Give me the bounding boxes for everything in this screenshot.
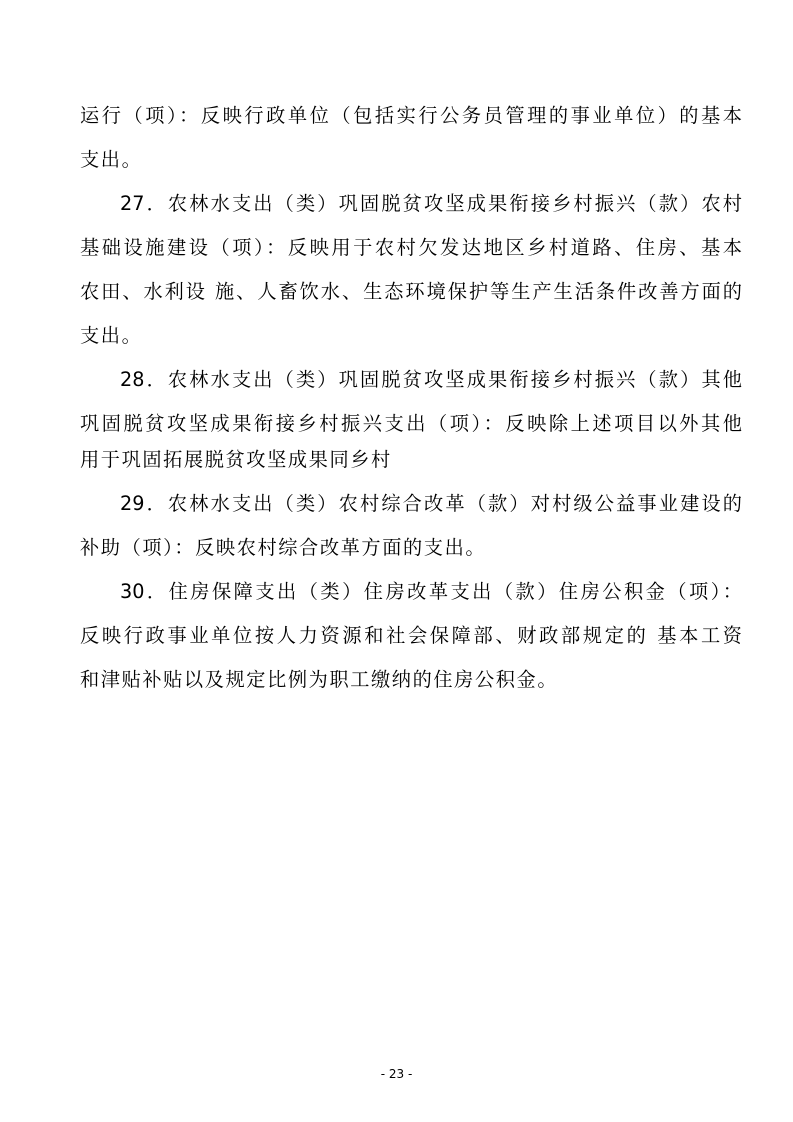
paragraph-line: 29．农林水支出（类）农村综合改革（款）对村级公益事业建设的 [120,492,742,515]
paragraph-line: 反映行政事业单位按人力资源和社会保障部、财政部规定的 基本工资 [80,624,742,647]
paragraph-line: 27．农林水支出（类）巩固脱贫攻坚成果衔接乡村振兴（款）农村 [120,192,742,215]
paragraph-line: 巩固脱贫攻坚成果衔接乡村振兴支出（项）：反映除上述项目以外其他 [80,412,742,435]
paragraph-line: 和津贴补贴以及规定比例为职工缴纳的住房公积金。 [80,668,559,691]
page-number: - 23 - [380,1067,413,1081]
paragraph-line: 支出。 [80,324,143,347]
paragraph-line: 运行（项）：反映行政单位（包括实行公务员管理的事业单位）的基本 [80,104,742,127]
paragraph-line: 农田、水利设 施、人畜饮水、生态环境保护等生产生活条件改善方面的 [80,280,742,303]
paragraph-line: 支出。 [80,148,143,171]
paragraph-line: 28．农林水支出（类）巩固脱贫攻坚成果衔接乡村振兴（款）其他 [120,368,742,391]
paragraph-line: 基础设施建设（项）：反映用于农村欠发达地区乡村道路、住房、基本 [80,236,742,259]
paragraph-line: 补助（项）：反映农村综合改革方面的支出。 [80,536,487,559]
paragraph-line: 30．住房保障支出（类）住房改革支出（款）住房公积金（项）： [120,580,742,603]
paragraph-line: 用于巩固拓展脱贫攻坚成果同乡村 [80,448,392,471]
